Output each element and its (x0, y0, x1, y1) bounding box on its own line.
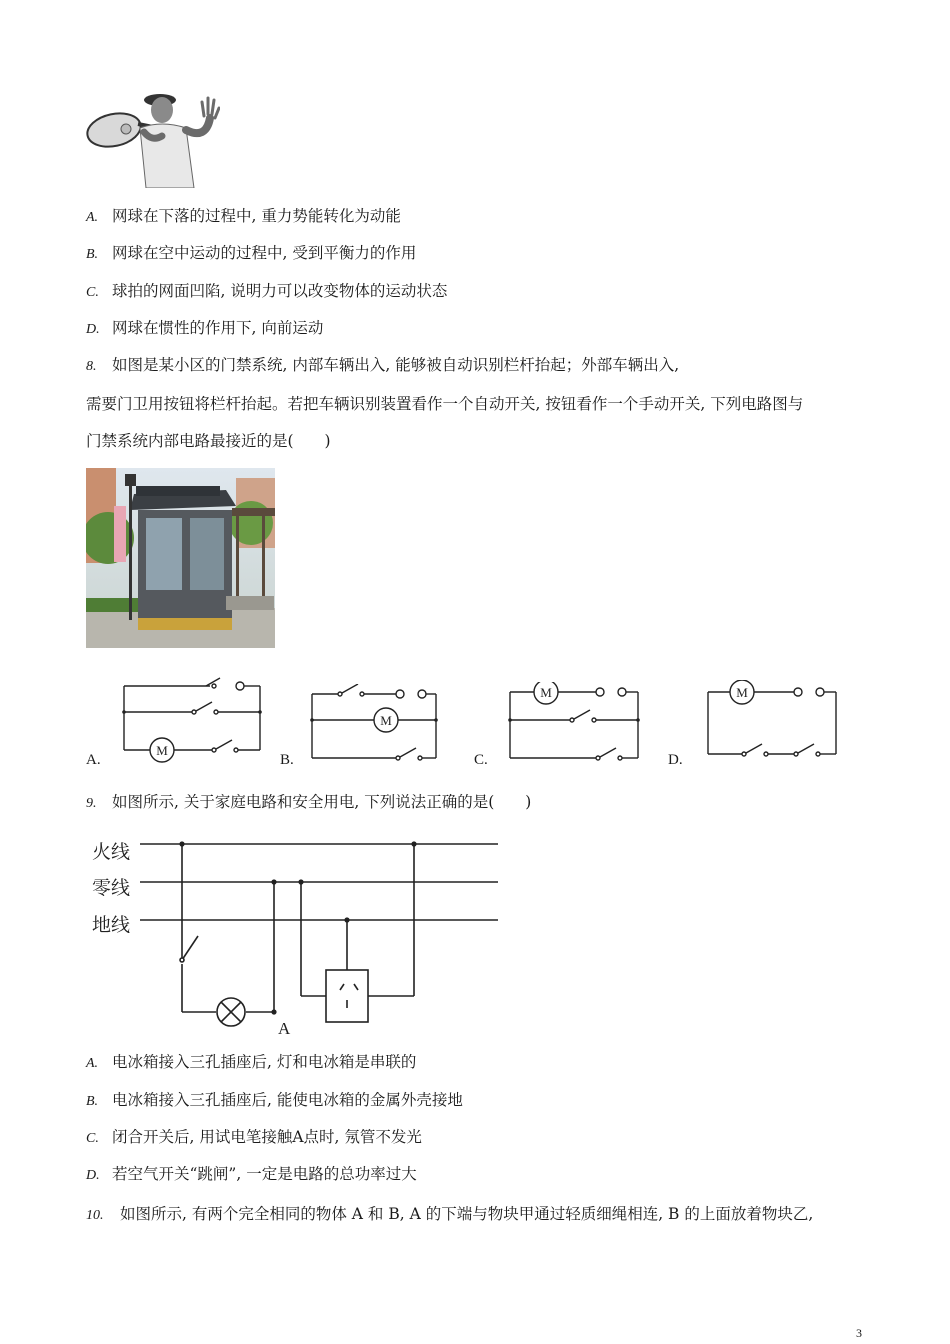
option-label: D. (86, 1168, 100, 1183)
option-text: 电冰箱接入三孔插座后, 灯和电冰箱是串联的 (112, 1053, 417, 1071)
circuit-c (504, 682, 644, 764)
q9-option-d (86, 1164, 417, 1186)
q9-option-a (86, 1052, 416, 1074)
option-label: C. (86, 285, 99, 300)
option-text: 闭合开关后, 用试电笔接触A点时, 氖管不发光 (112, 1128, 422, 1146)
circuit-b (306, 684, 446, 764)
circuit-option-b-label: B. (280, 752, 294, 768)
option-label: A. (86, 210, 99, 225)
question-number: 10. (86, 1208, 104, 1223)
q10-stem (86, 1204, 813, 1226)
q9-option-c (86, 1127, 422, 1149)
option-text: 网球在惯性的作用下, 向前运动 (112, 319, 324, 337)
wire-label-neutral: 零线 (92, 878, 131, 899)
motor-label: M (540, 685, 552, 700)
page-number: 3 (856, 1326, 862, 1340)
option-label: B. (86, 1094, 99, 1109)
q7-option-a (86, 206, 401, 228)
household-circuit-diagram (88, 830, 508, 1040)
guard-booth-photo (86, 468, 275, 648)
q8-stem-line-2: 需要门卫用按钮将栏杆抬起。若把车辆识别装置看作一个自动开关, 按钮看作一个手动开关, 下列电路图与 (86, 395, 804, 413)
q8-stem-line-3: 门禁系统内部电路最接近的是( ) (86, 432, 331, 450)
q7-option-d (86, 318, 323, 340)
wire-label-live: 火线 (92, 842, 131, 863)
circuit-option-a-label: A. (86, 752, 101, 768)
tennis-player-photo (86, 84, 220, 188)
q7-option-b (86, 243, 416, 265)
motor-label: M (156, 743, 168, 758)
wire-label-ground: 地线 (92, 915, 131, 936)
stem-text: 如图是某小区的门禁系统, 内部车辆出入, 能够被自动识别栏杆抬起；外部车辆出入, (112, 356, 680, 374)
option-label: B. (86, 247, 99, 262)
guard-booth-illustration (86, 468, 275, 648)
point-a-label: A (278, 1019, 291, 1038)
option-text: 网球在下落的过程中, 重力势能转化为动能 (112, 207, 401, 225)
option-text: 电冰箱接入三孔插座后, 能使电冰箱的金属外壳接地 (112, 1091, 463, 1109)
circuit-d (702, 680, 842, 760)
stem-text: 如图所示, 关于家庭电路和安全用电, 下列说法正确的是( ) (112, 793, 532, 811)
q7-option-c (86, 281, 447, 303)
tennis-player-illustration (86, 84, 220, 188)
option-text: 网球在空中运动的过程中, 受到平衡力的作用 (112, 244, 417, 262)
question-number: 8. (86, 359, 97, 374)
circuit-option-d-label: D. (668, 752, 683, 768)
option-label: D. (86, 322, 100, 337)
q9-option-b (86, 1090, 463, 1112)
circuit-a (118, 676, 268, 766)
question-number: 9. (86, 796, 97, 811)
q8-stem-line-1 (86, 355, 679, 377)
option-text: 球拍的网面凹陷, 说明力可以改变物体的运动状态 (112, 282, 448, 300)
option-label: C. (86, 1131, 99, 1146)
motor-label: M (736, 685, 748, 700)
option-text: 若空气开关“跳闸”, 一定是电路的总功率过大 (112, 1165, 417, 1183)
motor-label: M (380, 713, 392, 728)
circuit-option-c-label: C. (474, 752, 488, 768)
q9-stem (86, 792, 531, 814)
stem-text: 如图所示, 有两个完全相同的物体 A 和 B, A 的下端与物块甲通过轻质细绳相连, B 的上面放着物块乙, (120, 1205, 814, 1223)
option-label: A. (86, 1056, 99, 1071)
